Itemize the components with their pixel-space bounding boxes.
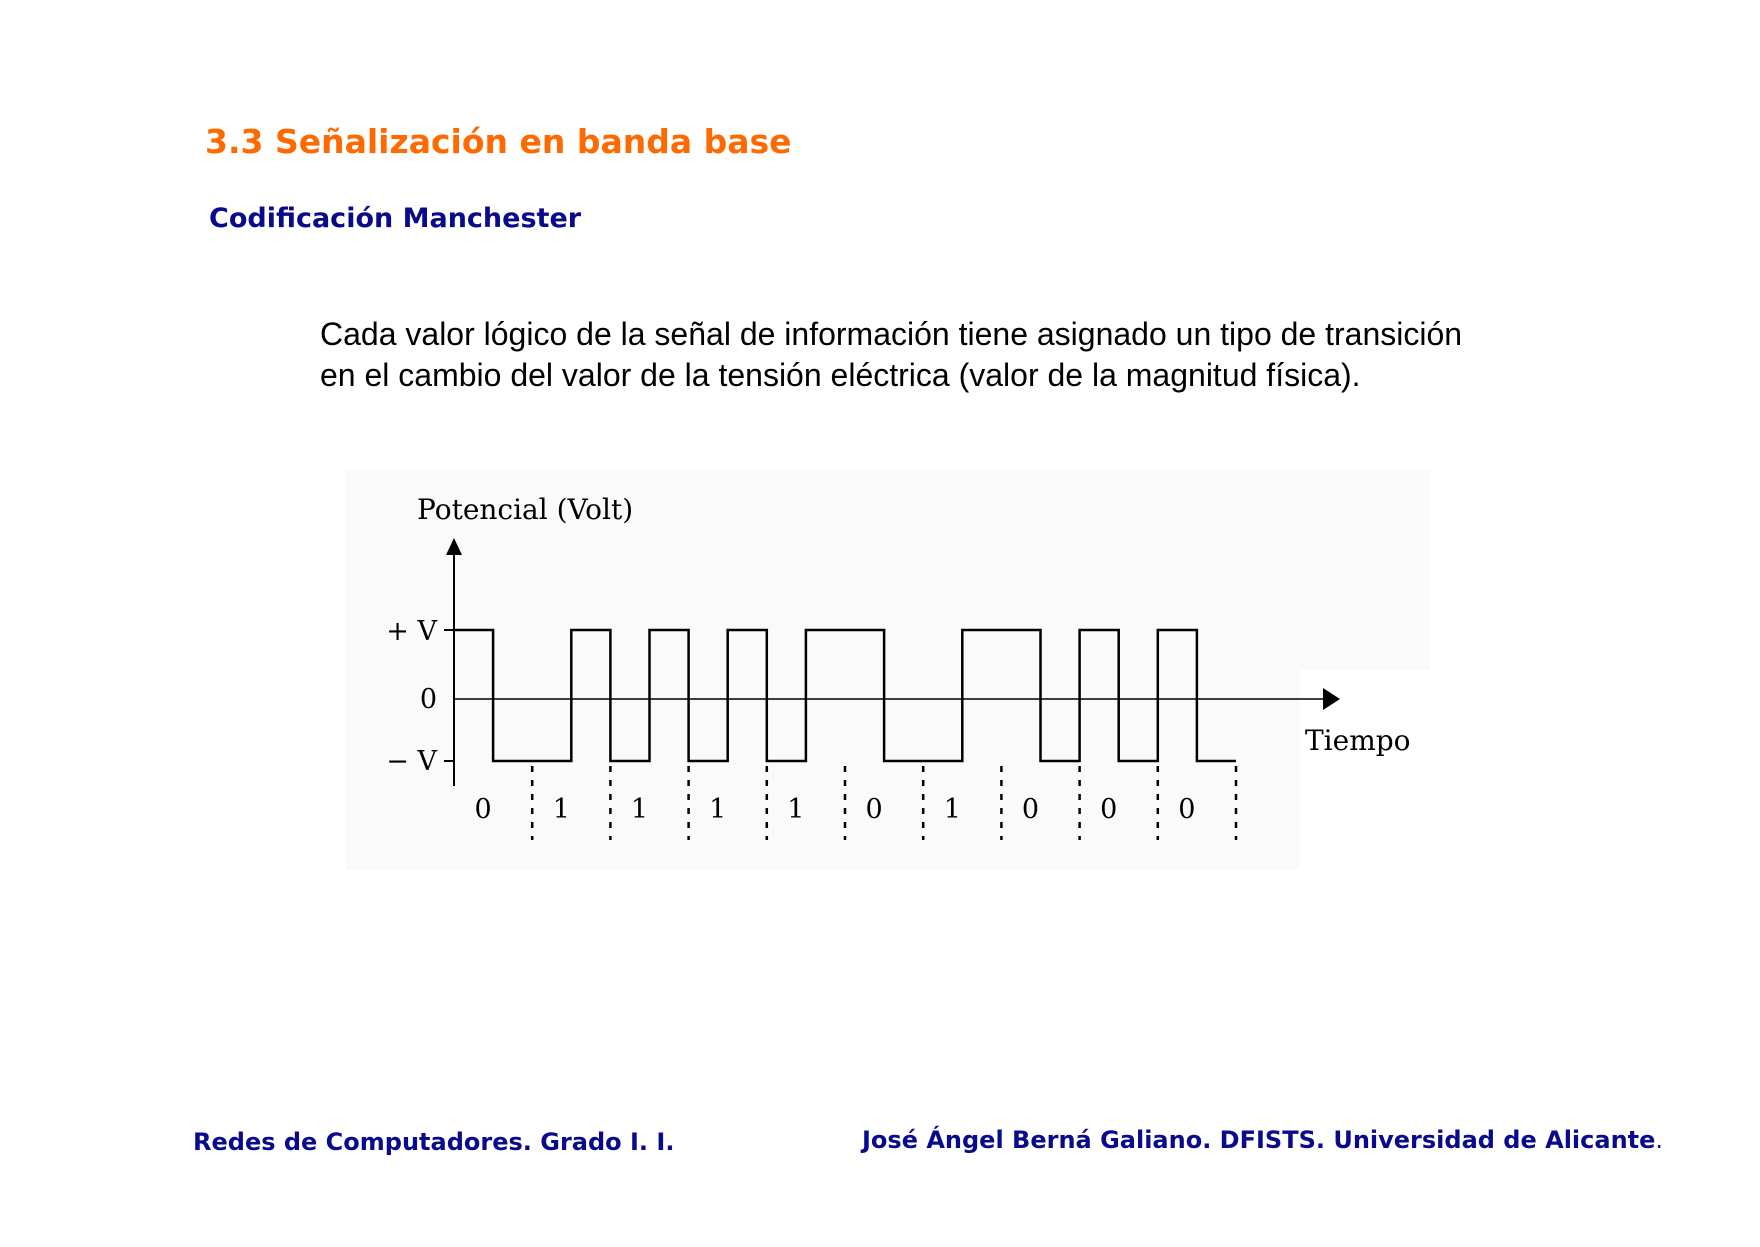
y-axis-label: Potencial (Volt) [417,493,634,526]
bit-label: 0 [865,794,883,825]
level-label-zero: 0 [419,684,437,715]
body-line-2: en el cambio del valor de la tensión eléctrica (valor de la magnitud física). [320,357,1361,393]
bit-label: 1 [709,794,727,825]
bit-label: 0 [474,794,492,825]
bit-label: 1 [943,794,961,825]
x-axis-arrow-icon [1323,688,1340,710]
bit-label: 0 [1021,794,1040,825]
x-axis-label: Tiempo [1305,724,1411,757]
body-line-1: Cada valor lógico de la señal de información tiene asignado un tipo de transición [320,316,1463,352]
footer-author [862,1126,1663,1154]
footer-course: Redes de Computadores. Grado I. I. [193,1128,675,1156]
level-label-low: − V [386,746,437,777]
bit-label: 1 [630,794,649,825]
slide-subtitle: Codificación Manchester [209,203,582,234]
bit-label: 0 [1178,794,1196,825]
slide-title: 3.3 Señalización en banda base [205,122,792,161]
footer-author-text: José Ángel Berná Galiano. DFISTS. Universidad de Alicante [862,1126,1656,1154]
footer-author-suffix: . [1655,1126,1664,1154]
bit-label: 0 [1100,794,1118,825]
bit-label: 1 [552,794,570,825]
level-label-high: + V [386,616,437,647]
bit-label: 1 [787,794,805,825]
